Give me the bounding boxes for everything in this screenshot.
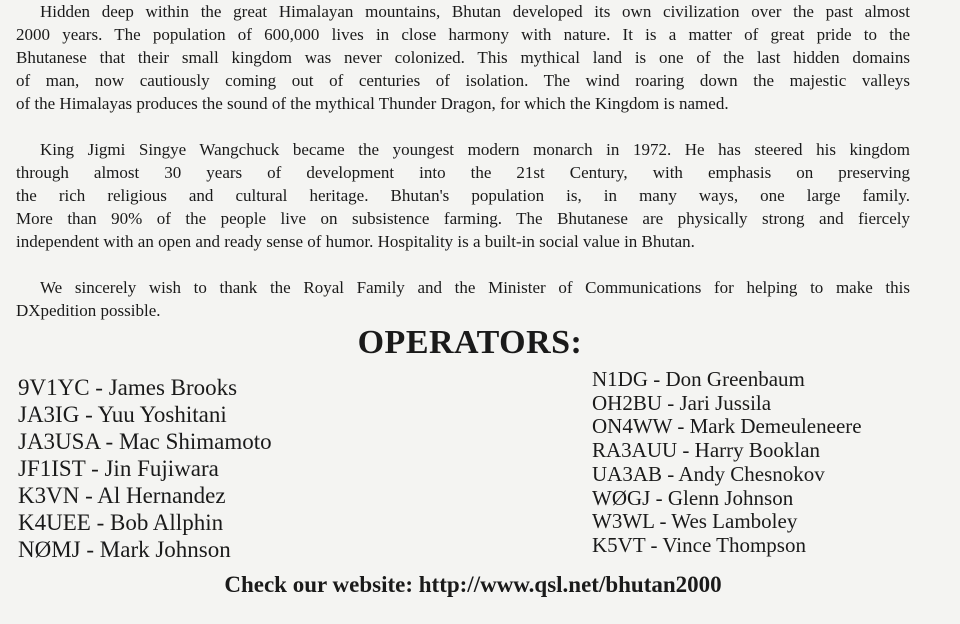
paragraph-line: Bhutanese that their small kingdom was never colonized. This mythical land is one of the last hidden domains: [16, 48, 910, 67]
operator-item: NØMJ - Mark Johnson: [18, 537, 231, 562]
paragraph-line: of the Himalayas produces the sound of the mythical Thunder Dragon, for which the Kingdom is named.: [16, 94, 729, 113]
paragraph-line: the rich religious and cultural heritage. Bhutan's population is, in many ways, one large family.: [16, 186, 910, 205]
paragraph-line: independent with an open and ready sense of humor. Hospitality is a built-in social value in Bhutan.: [16, 232, 695, 251]
operator-item: K3VN - Al Hernandez: [18, 483, 226, 508]
operator-item: ON4WW - Mark Demeuleneere: [592, 414, 862, 439]
operator-item: N1DG - Don Greenbaum: [592, 367, 805, 391]
operator-item: UA3AB - Andy Chesnokov: [592, 461, 825, 486]
operator-item: 9V1YC - James Brooks: [18, 375, 238, 400]
operator-item: W3WL - Wes Lamboley: [592, 509, 798, 534]
paragraph-line: DXpedition possible.: [16, 301, 161, 320]
paragraph-line: 2000 years. The population of 600,000 lives in close harmony with nature. It is a matter of great pride to the: [16, 25, 910, 44]
operator-item: JA3USA - Mac Shimamoto: [18, 429, 272, 454]
operator-item: K5VT - Vince Thompson: [592, 532, 806, 557]
paragraph-history: [16, 0, 910, 115]
paragraph-king: [16, 138, 910, 253]
paragraph-line: King Jigmi Singye Wangchuck became the youngest modern monarch in 1972. He has steered his kingdom: [40, 140, 910, 159]
operator-item: RA3AUU - Harry Booklan: [592, 438, 821, 463]
operator-item: JA3IG - Yuu Yoshitani: [18, 402, 227, 427]
paragraph-line: of man, now cautiously coming out of centuries of isolation. The wind roaring down the majestic valleys: [16, 71, 910, 90]
paragraph-line: Hidden deep within the great Himalayan mountains, Bhutan developed its own civilization over the past almost: [40, 2, 910, 21]
operator-item: JF1IST - Jin Fujiwara: [18, 456, 219, 481]
paragraph-thanks: [16, 276, 910, 322]
operators-list-right: [592, 368, 862, 558]
paragraph-line: We sincerely wish to thank the Royal Family and the Minister of Communications for helping to make this: [40, 278, 910, 297]
website-footer: Check our website: http://www.qsl.net/bhutan2000: [224, 572, 722, 597]
paragraph-line: through almost 30 years of development into the 21st Century, with emphasis on preserving: [16, 163, 910, 182]
paragraph-line: More than 90% of the people live on subsistence farming. The Bhutanese are physically strong and fiercely: [16, 209, 910, 228]
operator-item: WØGJ - Glenn Johnson: [592, 485, 794, 510]
operators-list-left: [18, 374, 272, 563]
operator-item: OH2BU - Jari Jussila: [592, 390, 772, 415]
operators-heading: OPERATORS:: [357, 324, 583, 361]
operator-item: K4UEE - Bob Allphin: [18, 510, 224, 535]
